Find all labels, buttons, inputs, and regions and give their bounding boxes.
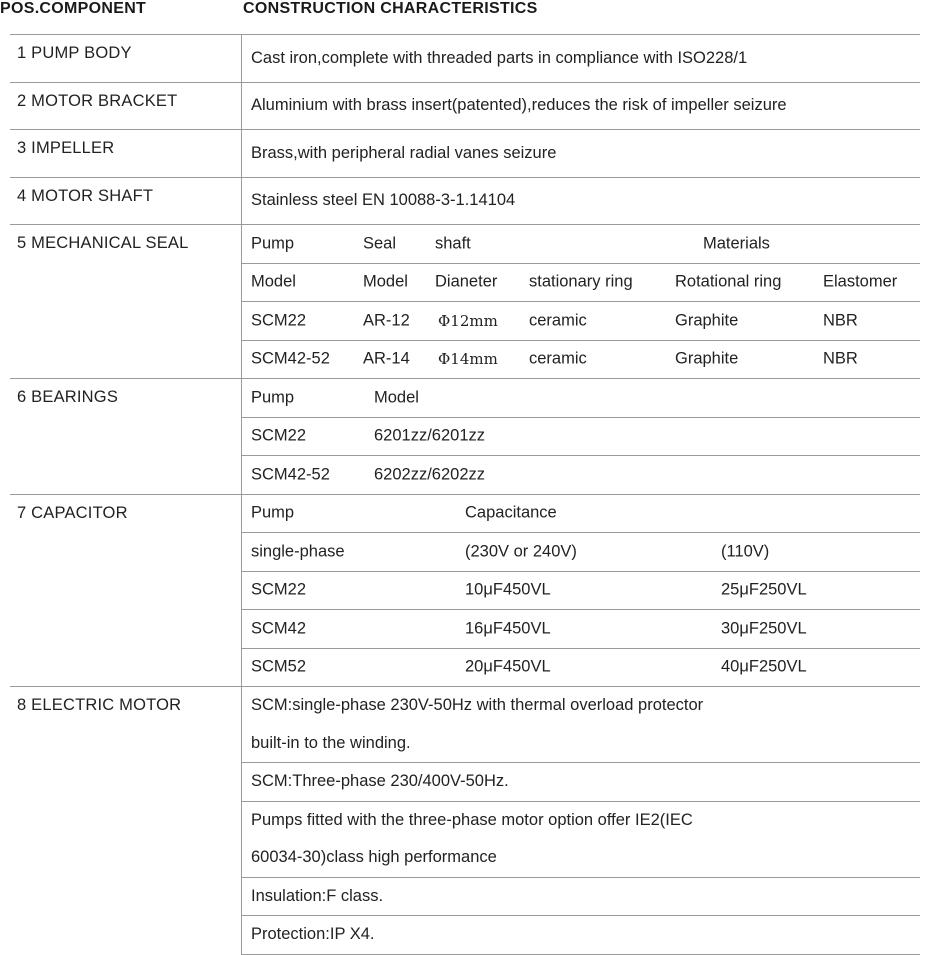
seal-head-stationary-ring: stationary ring: [529, 272, 633, 291]
column-header-construction: CONSTRUCTION CHARACTERISTICS: [243, 0, 538, 17]
motor-line-block: [242, 687, 921, 763]
bearings-data-row: [242, 456, 921, 495]
capacitor-header-row: [242, 494, 921, 533]
motor-line-block: [242, 801, 921, 877]
motor-line: Pumps fitted with the three-phase motor option offer IE2(IEC: [251, 810, 693, 829]
seal-data-row: [242, 340, 921, 379]
table-row: [10, 177, 920, 225]
component-label: 4 MOTOR SHAFT: [10, 177, 242, 225]
motor-line: Insulation:F class.: [242, 877, 921, 916]
table-row: [10, 35, 920, 83]
spec-text: Aluminium with brass insert(patented),reduces the risk of impeller seizure: [242, 82, 921, 130]
capacitor-data-row: [242, 571, 921, 610]
capacitor-cell: 20μF450VL: [465, 657, 551, 676]
capacitor-cell: 25μF250VL: [721, 580, 807, 599]
seal-cell: SCM42-52: [251, 349, 330, 368]
capacitor-cell: SCM52: [251, 657, 307, 676]
seal-cell: NBR: [823, 311, 858, 330]
table-row: [10, 82, 920, 130]
capacitor-data-row: [242, 610, 921, 649]
spec-text: Brass,with peripheral radial vanes seizure: [242, 130, 921, 178]
bearings-cell: SCM42-52: [251, 465, 330, 484]
table-row: [10, 130, 920, 178]
bearings-header-row: [242, 379, 921, 418]
capacitor-cell: 16μF450VL: [465, 619, 551, 638]
seal-cell: AR-14: [363, 349, 410, 368]
seal-head-elastomer: Elastomer: [823, 272, 898, 291]
capacitor-sub-230v: (230V or 240V): [465, 542, 577, 561]
component-label: 7 CAPACITOR: [10, 494, 242, 687]
component-label: 6 BEARINGS: [10, 379, 242, 495]
motor-line: built-in to the winding.: [251, 733, 411, 752]
capacitor-cell: 40μF250VL: [721, 657, 807, 676]
spec-text: Stainless steel EN 10088-3-1.14104: [242, 177, 921, 225]
component-label: 8 ELECTRIC MOTOR: [10, 687, 242, 955]
seal-cell: ceramic: [529, 349, 587, 368]
seal-head-seal: Seal: [363, 234, 397, 253]
bearings-head-pump: Pump: [251, 388, 295, 407]
seal-cell: ceramic: [529, 311, 587, 330]
motor-line: SCM:single-phase 230V-50Hz with thermal overload protector: [251, 696, 704, 714]
capacitor-sub-110v: (110V): [721, 542, 770, 561]
seal-cell: Φ12mm: [438, 311, 498, 330]
capacitor-sub-phase: single-phase: [251, 542, 345, 561]
component-label: 3 IMPELLER: [10, 130, 242, 178]
spec-text: Cast iron,complete with threaded parts in compliance with ISO228/1: [242, 35, 921, 83]
table-row: [10, 494, 920, 533]
capacitor-cell: SCM22: [251, 580, 307, 599]
capacitor-head-pump: Pump: [251, 503, 295, 522]
seal-head-shaft: shaft: [435, 234, 471, 253]
seal-head-seal-model: Model: [363, 272, 408, 291]
seal-cell: Graphite: [675, 349, 739, 368]
capacitor-cell: 10μF450VL: [465, 580, 551, 599]
seal-head-diameter: Dianeter: [435, 272, 498, 291]
seal-head-rotational-ring: Rotational ring: [675, 272, 782, 291]
bearings-data-row: [242, 417, 921, 456]
column-header-pos-component: POS.COMPONENT: [0, 0, 147, 17]
table-row: [10, 379, 920, 418]
table-row: [10, 687, 920, 763]
component-label: 1 PUMP BODY: [10, 35, 242, 83]
capacitor-data-row: [242, 648, 921, 687]
component-label: 2 MOTOR BRACKET: [10, 82, 242, 130]
capacitor-sub-row: [242, 533, 921, 572]
motor-line: 60034-30)class high performance: [251, 848, 497, 866]
seal-cell: Φ14mm: [438, 350, 498, 369]
component-table: [10, 34, 920, 955]
motor-line: SCM:Three-phase 230/400V-50Hz.: [242, 763, 921, 802]
capacitor-cell: 30μF250VL: [721, 619, 807, 638]
seal-cell: SCM22: [251, 311, 307, 330]
bearings-cell: 6201zz/6201zz: [374, 426, 485, 445]
component-label: 5 MECHANICAL SEAL: [10, 225, 242, 379]
seal-cell: Graphite: [675, 311, 739, 330]
seal-header-row-1: [242, 225, 921, 264]
table-row: [10, 225, 920, 264]
seal-head-pump: Pump: [251, 234, 295, 253]
seal-head-model: Model: [251, 272, 296, 291]
seal-cell: AR-12: [363, 311, 410, 330]
motor-line: Protection:IP X4.: [242, 916, 921, 955]
bearings-head-model: Model: [374, 388, 419, 407]
seal-cell: NBR: [823, 349, 858, 368]
bearings-cell: SCM22: [251, 426, 307, 445]
capacitor-head-capacitance: Capacitance: [465, 503, 557, 522]
seal-head-materials: Materials: [703, 234, 770, 253]
capacitor-cell: SCM42: [251, 619, 307, 638]
seal-data-row: [242, 302, 921, 341]
bearings-cell: 6202zz/6202zz: [374, 465, 485, 484]
seal-header-row-2: [242, 263, 921, 302]
